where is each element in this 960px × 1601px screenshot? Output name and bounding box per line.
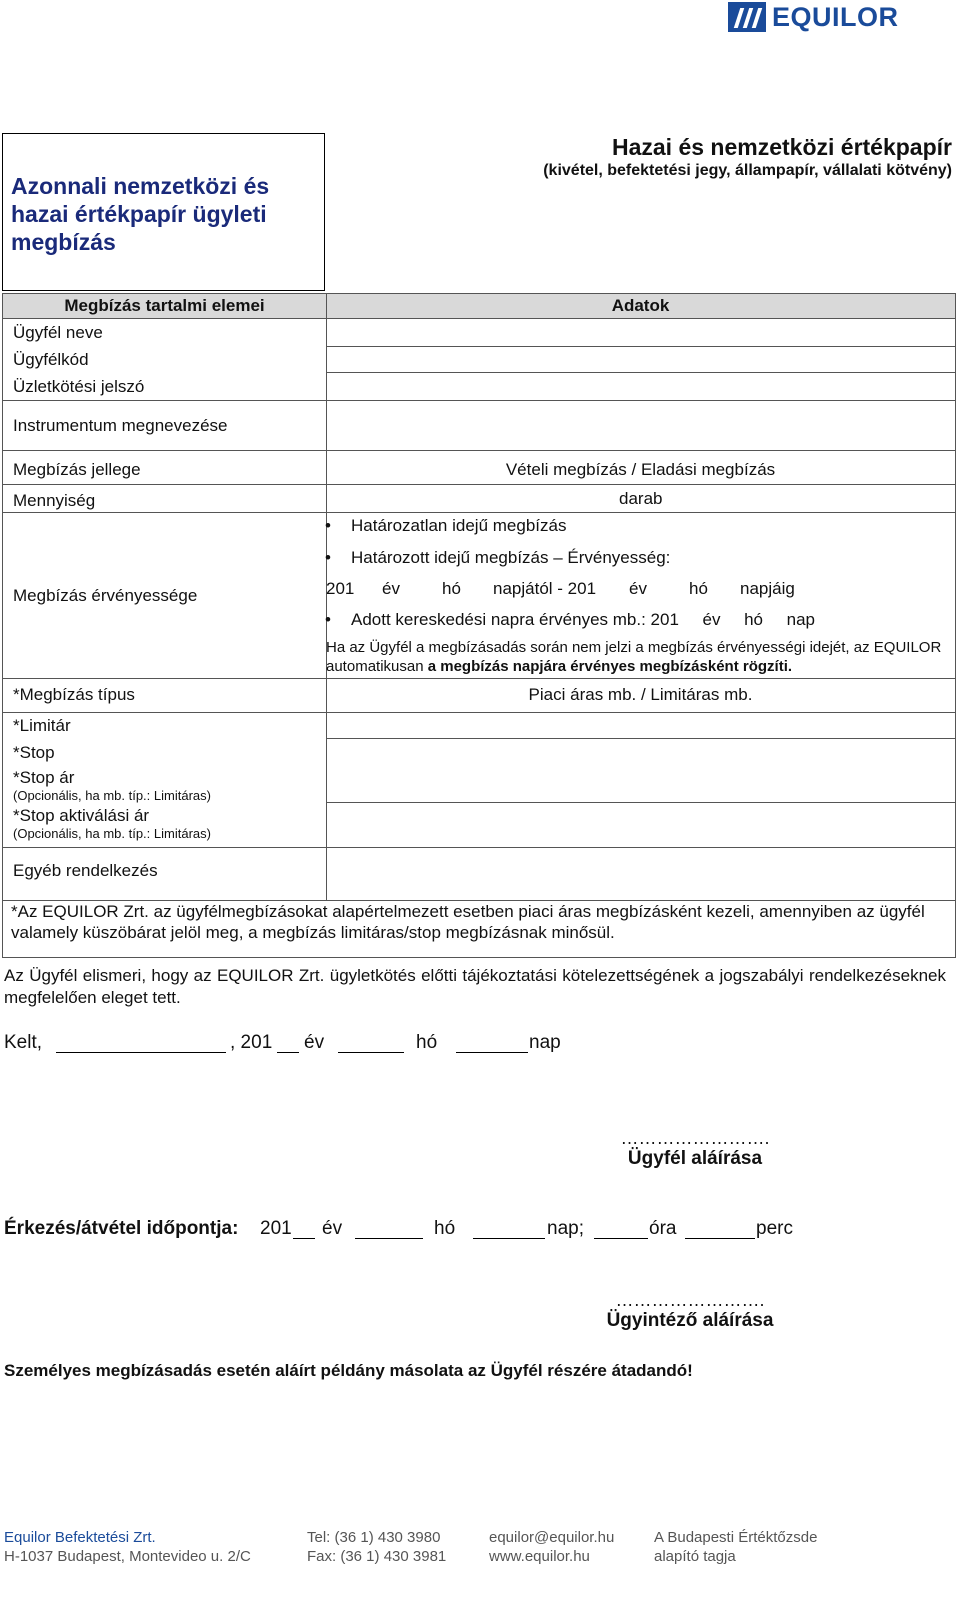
date-day-field[interactable] (456, 1052, 528, 1053)
admin-signature-line: ……………………. (615, 1290, 765, 1310)
footer-web-link[interactable]: www.equilor.hu (489, 1548, 590, 1565)
copy-notice: Személyes megbízásadás esetén aláírt példány másolata az Ügyfél részére átadandó! (4, 1361, 693, 1380)
arrival-label: Érkezés/átvétel időpontja: (4, 1218, 239, 1239)
label-order-nature: Megbízás jellege (13, 460, 141, 479)
order-nature-value: Vételi megbízás / Eladási megbízás (505, 460, 776, 479)
stop-activation-note: (Opcionális, ha mb. típ.: Limitáras) (13, 826, 211, 841)
form-category-subtitle: (kivétel, befektetési jegy, állampapír, vállalati kötvény) (543, 162, 952, 179)
form-category-title: Hazai és nemzetközi értékpapír (611, 134, 952, 160)
footer-contact (489, 1528, 614, 1566)
label-client-code: Ügyfélkód (13, 350, 89, 369)
footer-bet: A Budapesti Értéktőzsde alapító tagja (654, 1529, 818, 1565)
date-place-field[interactable] (56, 1052, 226, 1053)
order-type-value: Piaci áras mb. / Limitáras mb. (528, 685, 753, 704)
label-stop-activation-price: *Stop aktiválási ár (13, 806, 150, 825)
col-header-data: Adatok (611, 296, 670, 315)
quantity-unit: darab (619, 489, 663, 508)
logo-text: EQUILOR (772, 1, 899, 32)
col-header-elements: Megbízás tartalmi elemei (64, 296, 265, 315)
validity-option-indefinite: • Határozatlan idejű megbízás (351, 516, 566, 536)
validity-note: Ha az Ügyfél a megbízásadás során nem jelzi a megbízás érvényességi idejét, az EQUILOR automatikusan a megbízás napjára érvényes megbízásként rögzíti. (326, 639, 942, 675)
client-signature-line: ……………………. (620, 1128, 770, 1148)
label-instrument: Instrumentum megnevezése (13, 416, 228, 435)
label-trading-password: Üzletkötési jelszó (13, 377, 145, 396)
date-year-field[interactable] (277, 1052, 299, 1053)
acknowledgement-text: Az Ügyfél elismeri, hogy az EQUILOR Zrt. ügyletkötés előtti tájékoztatási kötelezettségének a jogszabályi rendelkezéseknek megfelelően eleget tett. (4, 966, 946, 1007)
arrival-month-field[interactable] (355, 1238, 423, 1239)
stop-price-note: (Opcionális, ha mb. típ.: Limitáras) (13, 788, 211, 803)
label-stop-price: *Stop ár (13, 768, 75, 787)
validity-option-fixed: • Határozott idejű megbízás – Érvényesség: (351, 548, 670, 568)
arrival-day-field[interactable] (473, 1238, 545, 1239)
header-title-box (2, 133, 325, 291)
footer-company: Equilor Befektetési Zrt. H-1037 Budapest, Montevideo u. 2/C (4, 1529, 251, 1565)
table-footnote: *Az EQUILOR Zrt. az ügyfélmegbízásokat alapértelmezett esetben piaci áras megbízásként kezeli, amennyiben az ügyfél valamely küszöbárat jelöl meg, a megbízás limitáras/stop megbízásnak minősül. (11, 902, 925, 942)
order-form-table (2, 293, 956, 958)
arrival-year-field[interactable] (293, 1238, 315, 1239)
equilor-logo (728, 2, 948, 32)
label-limit-price: *Limitár (13, 716, 71, 735)
arrival-time-line: Érkezés/átvétel időpontja: 201 év hó nap; óra perc (4, 1218, 793, 1239)
client-signature-label: Ügyfél aláírása (627, 1148, 763, 1169)
date-line: Kelt, , 201 év hó nap (4, 1032, 561, 1053)
admin-signature-label: Ügyintéző aláírása (606, 1310, 774, 1331)
label-client-name: Ügyfél neve (13, 323, 103, 342)
footer-phone: Tel: (36 1) 430 3980 Fax: (36 1) 430 3981 (307, 1529, 447, 1565)
equilor-logo-icon (728, 2, 766, 32)
validity-date-range: 201 év hó napjától - 201 év hó napjáig (326, 579, 795, 598)
footer-email-link[interactable]: equilor@equilor.hu (489, 1529, 615, 1546)
date-month-field[interactable] (338, 1052, 404, 1053)
arrival-minute-field[interactable] (685, 1238, 755, 1239)
form-title: Azonnali nemzetközi és hazai értékpapír ügyleti megbízás (11, 173, 270, 255)
date-label: Kelt, (4, 1032, 43, 1053)
validity-option-day: • Adott kereskedési napra érvényes mb.: 201 év hó nap (351, 610, 815, 630)
label-stop: *Stop (13, 743, 55, 762)
arrival-hour-field[interactable] (594, 1238, 648, 1239)
label-other-instructions: Egyéb rendelkezés (13, 861, 158, 880)
label-order-type: *Megbízás típus (13, 685, 135, 704)
label-quantity: Mennyiség (13, 491, 96, 510)
label-validity: Megbízás érvényessége (13, 586, 198, 605)
